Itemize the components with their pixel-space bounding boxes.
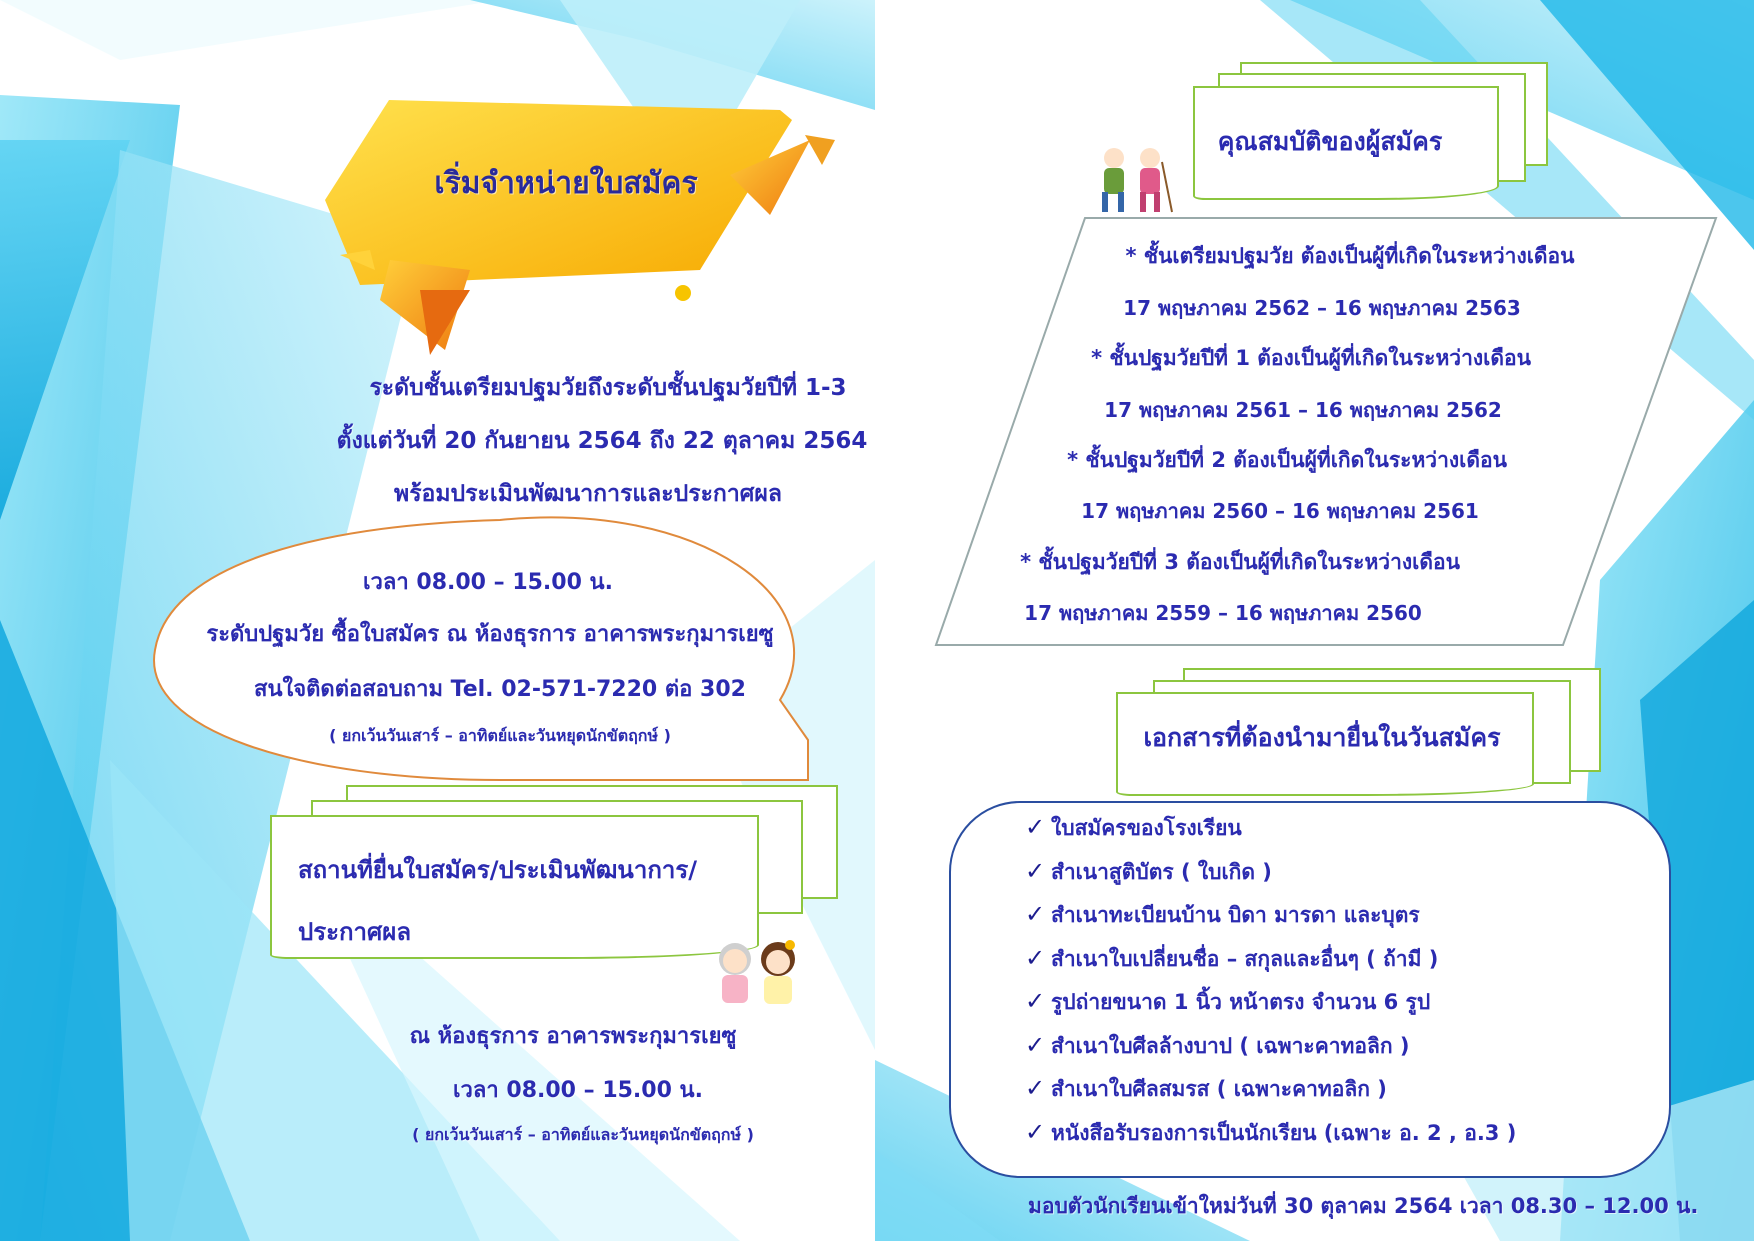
qual-range-4: 17 พฤษภาคม 2559 – 16 พฤษภาคม 2560: [1024, 601, 1422, 625]
document-label: ใบสมัครของโรงเรียน: [1051, 816, 1242, 840]
venue-tab-line1: สถานที่ยื่นใบสมัคร/ประเมินพัฒนาการ/: [298, 856, 697, 884]
check-mark-icon: ✓: [1025, 1117, 1046, 1146]
qual-level-4: * ชั้นปฐมวัยปีที่ 3 ต้องเป็นผู้ที่เกิดในระหว่างเดือน: [1020, 550, 1460, 574]
venue-time: เวลา 08.00 – 15.00 น.: [453, 1078, 703, 1103]
report-day: มอบตัวนักเรียนเข้าใหม่วันที่ 30 ตุลาคม 2564 เวลา 08.30 – 12.00 น.: [1028, 1194, 1699, 1218]
check-mark-icon: ✓: [1025, 1030, 1046, 1059]
check-mark-icon: ✓: [1025, 856, 1046, 885]
banner-title: เริ่มจำหน่ายใบสมัคร: [434, 166, 698, 201]
list-item: [1025, 1117, 1516, 1161]
venue-tab-line2: ประกาศผล: [298, 918, 412, 946]
intro-line-dates: ตั้งแต่วันที่ 20 กันยายน 2564 ถึง 22 ตุลาคม 2564: [336, 428, 868, 454]
document-label: สำเนาทะเบียนบ้าน บิดา มารดา และบุตร: [1051, 903, 1420, 927]
document-label: หนังสือรับรองการเป็นนักเรียน (เฉพาะ อ. 2 , อ.3 ): [1051, 1120, 1517, 1145]
list-item: [1025, 943, 1516, 987]
document-label: สำเนาใบศีลล้างบาป ( เฉพาะคาทอลิก ): [1051, 1033, 1410, 1058]
qual-level-3: * ชั้นปฐมวัยปีที่ 2 ต้องเป็นผู้ที่เกิดในระหว่างเดือน: [1067, 448, 1507, 472]
qual-title: คุณสมบัติของผู้สมัคร: [1217, 127, 1443, 156]
bubble-buy-location: ระดับปฐมวัย ซื้อใบสมัคร ณ ห้องธุรการ อาคารพระกุมารเยซู: [206, 622, 774, 647]
list-item: [1025, 812, 1516, 856]
check-mark-icon: ✓: [1025, 900, 1046, 928]
intro-line-level: ระดับชั้นเตรียมปฐมวัยถึงระดับชั้นปฐมวัยปีที่ 1-3: [369, 375, 847, 401]
documents-list: [1025, 812, 1516, 1160]
docs-title: เอกสารที่ต้องนำมายื่นในวันสมัคร: [1143, 723, 1501, 752]
check-mark-icon: ✓: [1025, 1074, 1046, 1102]
document-label: สำเนาใบศีลสมรส ( เฉพาะคาทอลิก ): [1051, 1077, 1387, 1101]
qual-range-1: 17 พฤษภาคม 2562 – 16 พฤษภาคม 2563: [1123, 296, 1521, 320]
qual-level-2: * ชั้นปฐมวัยปีที่ 1 ต้องเป็นผู้ที่เกิดในระหว่างเดือน: [1091, 346, 1531, 370]
list-item: [1025, 856, 1516, 900]
bubble-contact: สนใจติดต่อสอบถาม Tel. 02-571-7220 ต่อ 302: [254, 677, 746, 702]
qual-level-1: * ชั้นเตรียมปฐมวัย ต้องเป็นผู้ที่เกิดในระหว่างเดือน: [1125, 244, 1575, 268]
intro-line-assessment: พร้อมประเมินพัฒนาการและประกาศผล: [394, 481, 782, 507]
bubble-note: ( ยกเว้นวันเสาร์ – อาทิตย์และวันหยุดนักขัตฤกษ์ ): [329, 726, 671, 745]
check-mark-icon: ✓: [1025, 943, 1046, 972]
venue-note: ( ยกเว้นวันเสาร์ – อาทิตย์และวันหยุดนักขัตฤกษ์ ): [412, 1125, 754, 1144]
list-item: [1025, 986, 1516, 1030]
document-label: สำเนาสูติบัตร ( ใบเกิด ): [1051, 859, 1272, 884]
bubble-time: เวลา 08.00 – 15.00 น.: [363, 570, 613, 595]
qual-range-3: 17 พฤษภาคม 2560 – 16 พฤษภาคม 2561: [1081, 499, 1479, 523]
venue-place: ณ ห้องธุรการ อาคารพระกุมารเยซู: [409, 1024, 737, 1049]
children-illustration-icon: [710, 935, 805, 1015]
list-item: [1025, 1073, 1516, 1117]
check-mark-icon: ✓: [1025, 813, 1046, 841]
list-item: [1025, 1030, 1516, 1074]
list-item: [1025, 899, 1516, 943]
document-label: สำเนาใบเปลี่ยนชื่อ – สกุลและอื่นๆ ( ถ้ามี ): [1051, 946, 1439, 971]
hiking-kids-illustration-icon: [1092, 142, 1176, 220]
document-label: รูปถ่ายขนาด 1 นิ้ว หน้าตรง จำนวน 6 รูป: [1051, 990, 1431, 1014]
qual-range-2: 17 พฤษภาคม 2561 – 16 พฤษภาคม 2562: [1104, 398, 1502, 422]
check-mark-icon: ✓: [1025, 987, 1046, 1015]
